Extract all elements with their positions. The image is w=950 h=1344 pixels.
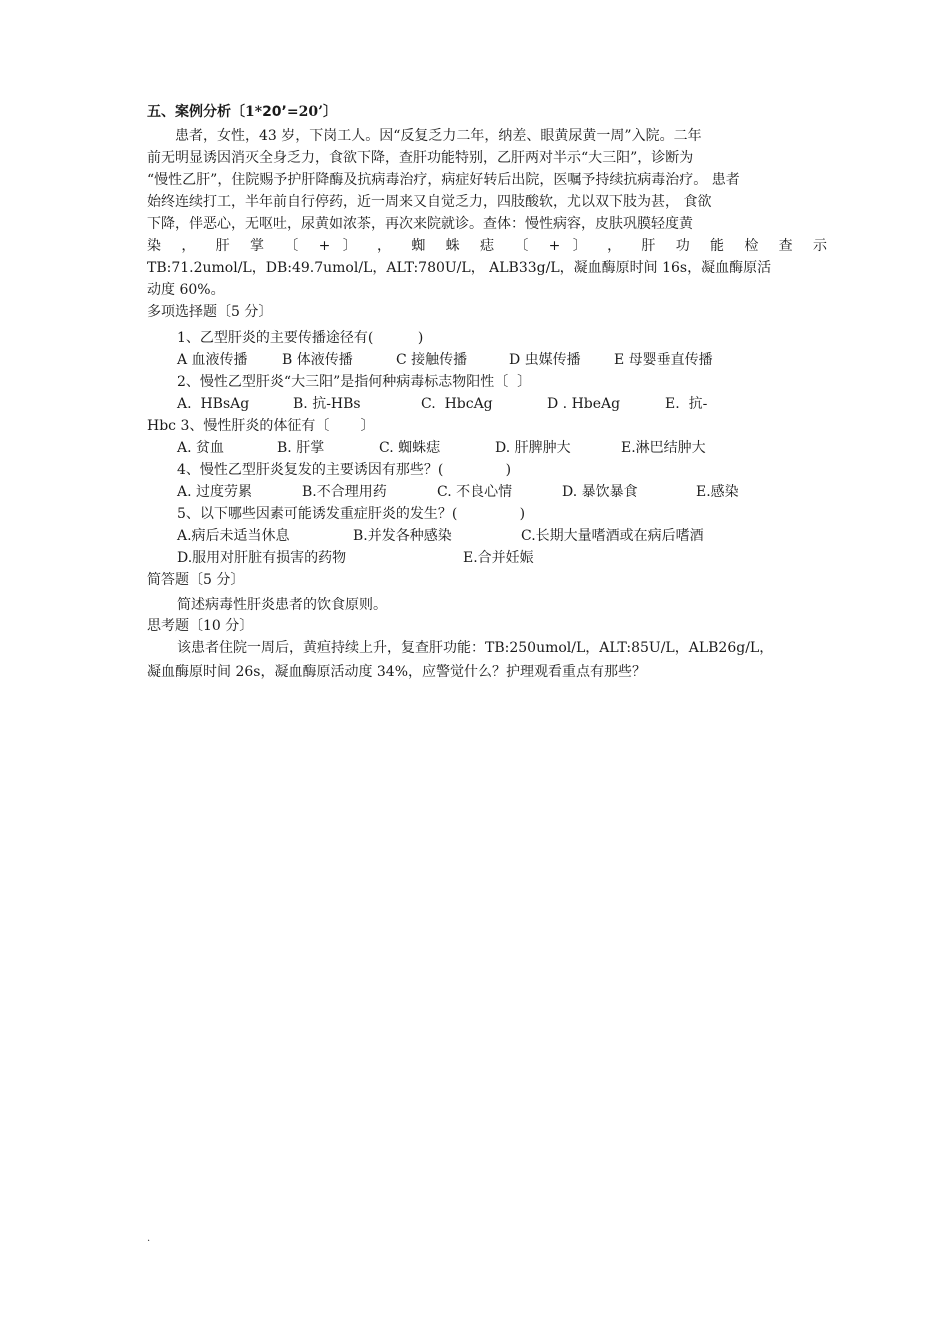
section-heading-bold: 20’: [262, 104, 287, 120]
q3-option-a: A. 贫血: [177, 440, 225, 456]
mcq-heading: 多项选择题〔5 分〕: [147, 304, 273, 320]
q3-option-d: D. 肝脾肿大: [495, 440, 571, 456]
q4-option-b: B.不合理用药: [302, 484, 387, 500]
q5-option-a: A.病后未适当休息: [177, 528, 290, 544]
q5-stem: 5、以下哪些因素可能诱发重症肝炎的发生？( ): [177, 506, 526, 522]
case-line-7: TB:71.2umol/L，DB:49.7umol/L，ALT:780U/L， ALB33g/L，凝血酶原时间 16s，凝血酶原活: [147, 260, 772, 276]
q3-stem: Hbc 3、慢性肝炎的体征有〔 〕: [147, 418, 375, 434]
q5-option-c: C.长期大量嗜酒或在病后嗜酒: [521, 528, 704, 544]
q2-option-a: A. HBsAg: [177, 396, 250, 412]
footer-mark: .: [147, 1233, 151, 1244]
q1-option-a: A 血液传播: [177, 352, 248, 368]
q4-option-c: C. 不良心情: [437, 484, 513, 500]
q2-option-d: D . HbeAg: [547, 396, 621, 412]
short-answer-question: 简述病毒性肝炎患者的饮食原则。: [177, 597, 387, 613]
q2-option-c: C. HbcAg: [421, 396, 493, 412]
q1-option-c: C 接触传播: [396, 352, 468, 368]
section-heading-suffix: =20’〕: [286, 104, 337, 120]
case-line-3: “慢性乙肝”，住院赐予护肝降酶及抗病毒治疗，病症好转后出院，医嘱予持续抗病毒治疗。 患者: [147, 172, 740, 188]
short-answer-heading: 简答题〔5 分〕: [147, 572, 245, 588]
case-line-8: 动度 60%。: [147, 282, 225, 298]
think-heading: 思考题〔10 分〕: [147, 618, 254, 634]
q5-option-b: B.并发各种感染: [353, 528, 452, 544]
case-line-1: 患者，女性，43 岁，下岗工人。因“反复乏力二年，纳差、眼黄尿黄一周”入院。二年: [147, 128, 702, 144]
q1-stem: 1、乙型肝炎的主要传播途径有( ): [177, 330, 424, 346]
q3-option-e: E.淋巴结肿大: [621, 440, 706, 456]
q5-option-d: D.服用对肝脏有损害的药物: [177, 550, 347, 566]
case-line-5: 下降，伴恶心，无呕吐，尿黄如浓茶，再次来院就诊。查体：慢性病容，皮肤巩膜轻度黄: [147, 216, 693, 232]
q5-option-e: E.合并妊娠: [463, 550, 534, 566]
q4-option-e: E.感染: [696, 484, 739, 500]
section-heading: [147, 101, 827, 123]
q1-option-b: B 体液传播: [282, 352, 353, 368]
think-line-1: 该患者住院一周后，黄疸持续上升，复查肝功能：TB:250umol/L，ALT:85U/L，ALB26g/L，: [177, 640, 774, 656]
q1-option-d: D 虫媒传播: [509, 352, 581, 368]
q2-option-e: E. 抗-: [665, 396, 708, 412]
q4-option-d: D. 暴饮暴食: [562, 484, 638, 500]
section-heading-prefix: 五、案例分析〔1*: [147, 104, 263, 120]
q2-option-b: B. 抗-HBs: [293, 396, 361, 412]
case-line-4: 始终连续打工，半年前自行停药，近一周来又自觉乏力，四肢酸软，尤以双下肢为甚， 食欲: [147, 194, 712, 210]
q3-option-c: C. 蜘蛛痣: [379, 440, 441, 456]
think-line-2: 凝血酶原时间 26s，凝血酶原活动度 34%，应警觉什么？护理观看重点有那些？: [147, 664, 647, 680]
q2-stem: 2、慢性乙型肝炎“大三阳”是指何种病毒标志物阳性〔 〕: [177, 374, 532, 390]
case-line-6: 染 ， 肝 掌 〔 + 〕 ， 蜘 蛛 痣 〔 + 〕 ， 肝 功 能 检 查 示: [147, 238, 827, 254]
q3-option-b: B. 肝掌: [277, 440, 325, 456]
q1-option-e: E 母婴垂直传播: [614, 352, 713, 368]
q4-stem: 4、慢性乙型肝炎复发的主要诱因有那些？( ): [177, 462, 512, 478]
case-line-2: 前无明显诱因消灭全身乏力，食欲下降，查肝功能特别，乙肝两对半示“大三阳”，诊断为: [147, 150, 694, 166]
q4-option-a: A. 过度劳累: [177, 484, 253, 500]
